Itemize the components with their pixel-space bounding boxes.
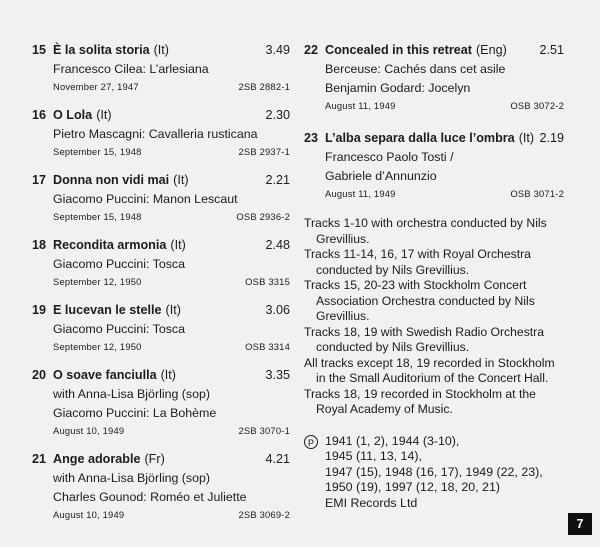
track-recording-info: [32, 339, 290, 355]
track-duration: 4.21: [265, 452, 290, 466]
track-entry: [32, 105, 290, 160]
track-composer: Francesco Paolo Tosti /: [325, 150, 454, 164]
track-number: 18: [32, 238, 47, 252]
note-item: Tracks 18, 19 recorded in Stockholm at the Royal Academy of Music.: [304, 386, 536, 416]
track-number: 22: [304, 43, 319, 57]
track-language: (It): [170, 238, 186, 252]
matrix-number: 2SB 3069-2: [238, 509, 290, 520]
track-language: (It): [153, 43, 169, 57]
recording-date: August 11, 1949: [325, 188, 396, 199]
track-recording-info: [32, 144, 290, 160]
recording-notes: [304, 216, 564, 418]
matrix-number: OSB 2936-2: [236, 211, 290, 222]
phonogram-copyright: [304, 434, 564, 512]
track-entry: [304, 40, 564, 114]
track-language: (It): [518, 131, 535, 145]
track-entry: [32, 235, 290, 290]
note-item: Tracks 11-14, 16, 17 with Royal Orchestra conducted by Nils Grevillius.: [304, 247, 531, 277]
track-duration: 2.21: [265, 173, 290, 187]
track-recording-info: [304, 98, 564, 114]
track-entry: [32, 449, 290, 523]
track-work: Francesco Cilea: L’arlesiana: [53, 62, 209, 76]
track-title: E lucevan le stelle: [53, 303, 162, 317]
track-duration: 2.48: [265, 238, 290, 252]
track-duration: 3.06: [265, 303, 290, 317]
track-title: Concealed in this retreat: [325, 43, 472, 57]
copyright-line: 1947 (15), 1948 (16, 17), 1949 (22, 23),: [325, 464, 543, 479]
track-recording-info: [32, 423, 290, 439]
note-item: Tracks 15, 20-23 with Stockholm Concert Association Orchestra conducted by Nils Grevillius.: [304, 278, 535, 323]
track-title: L’alba separa dalla luce l’ombra: [325, 131, 515, 145]
recording-date: September 12, 1950: [53, 341, 142, 352]
track-language: (It): [173, 173, 189, 187]
copyright-line: 1945 (11, 13, 14),: [325, 449, 422, 463]
track-entry: [32, 300, 290, 355]
track-recording-info: [32, 79, 290, 95]
track-number: 20: [32, 368, 47, 382]
note-item: All tracks except 18, 19 recorded in Stockholm in the Small Auditorium of the Concert Hall.: [304, 355, 555, 385]
track-language: (Fr): [144, 452, 165, 466]
track-number: 21: [32, 452, 47, 466]
track-number: 16: [32, 108, 47, 122]
track-performer: with Anna-Lisa Björling (sop): [53, 471, 211, 485]
recording-date: August 11, 1949: [325, 100, 396, 111]
matrix-number: OSB 3072-2: [510, 100, 564, 111]
track-entry: [32, 365, 290, 439]
track-duration: 3.35: [265, 368, 290, 382]
track-work: Charles Gounod: Roméo et Juliette: [53, 490, 247, 504]
track-lyricist: Gabriele d’Annunzio: [325, 169, 437, 183]
track-recording-info: [32, 507, 290, 523]
track-duration: 2.51: [539, 43, 564, 57]
track-work: Giacomo Puccini: Manon Lescaut: [53, 192, 238, 206]
matrix-number: 2SB 2882-1: [238, 81, 290, 92]
copyright-line: 1941 (1, 2), 1944 (3-10),: [325, 433, 460, 448]
matrix-number: OSB 3314: [245, 341, 290, 352]
recording-date: September 15, 1948: [53, 211, 142, 222]
copyright-lines: [325, 434, 543, 512]
matrix-number: OSB 3071-2: [510, 188, 564, 199]
copyright-line: EMI Records Ltd: [325, 495, 418, 510]
track-recording-info: [32, 209, 290, 225]
track-duration: 2.30: [265, 108, 290, 122]
track-recording-info: [304, 186, 564, 202]
track-title: Ange adorable: [53, 452, 141, 466]
track-entry: [304, 128, 564, 202]
track-recording-info: [32, 274, 290, 290]
recording-date: September 12, 1950: [53, 276, 142, 287]
note-item: Tracks 1-10 with orchestra conducted by Nils Grevillius.: [304, 216, 547, 246]
track-duration: 3.49: [265, 43, 290, 57]
recording-date: November 27, 1947: [53, 81, 139, 92]
track-work: Giacomo Puccini: Tosca: [53, 257, 185, 271]
track-number: 15: [32, 43, 47, 57]
track-alt-title: Berceuse: Cachés dans cet asile: [325, 62, 506, 76]
track-number: 19: [32, 303, 47, 317]
matrix-number: 2SB 3070-1: [238, 425, 290, 436]
track-language: (Eng): [475, 43, 507, 57]
track-work: Giacomo Puccini: La Bohème: [53, 406, 217, 420]
track-title: O Lola: [53, 108, 93, 122]
track-title: È la solita storia: [53, 43, 150, 57]
copyright-line: 1950 (19), 1997 (12, 18, 20, 21): [325, 480, 500, 494]
right-column: [304, 40, 564, 511]
matrix-number: OSB 3315: [245, 276, 290, 287]
track-work: Pietro Mascagni: Cavalleria rusticana: [53, 127, 258, 141]
track-number: 17: [32, 173, 47, 187]
recording-date: August 10, 1949: [53, 509, 125, 520]
track-language: (It): [165, 303, 181, 317]
track-language: (It): [160, 368, 176, 382]
recording-date: September 15, 1948: [53, 146, 142, 157]
track-duration: 2.19: [539, 131, 564, 145]
track-language: (It): [96, 108, 112, 122]
track-entry: [32, 170, 290, 225]
track-performer: with Anna-Lisa Björling (sop): [53, 387, 211, 401]
track-title: O soave fanciulla: [53, 368, 157, 382]
track-work: Benjamin Godard: Jocelyn: [325, 81, 471, 95]
track-title: Recondita armonia: [53, 238, 167, 252]
phonogram-icon: P: [304, 435, 318, 449]
left-column: [32, 40, 290, 533]
page-number: 7: [568, 513, 592, 535]
note-item: Tracks 18, 19 with Swedish Radio Orchestra conducted by Nils Grevillius.: [304, 324, 545, 354]
matrix-number: 2SB 2937-1: [238, 146, 290, 157]
recording-date: August 10, 1949: [53, 425, 125, 436]
track-entry: [32, 40, 290, 95]
track-work: Giacomo Puccini: Tosca: [53, 322, 185, 336]
track-title: Donna non vidi mai: [53, 173, 170, 187]
track-number: 23: [304, 131, 319, 145]
